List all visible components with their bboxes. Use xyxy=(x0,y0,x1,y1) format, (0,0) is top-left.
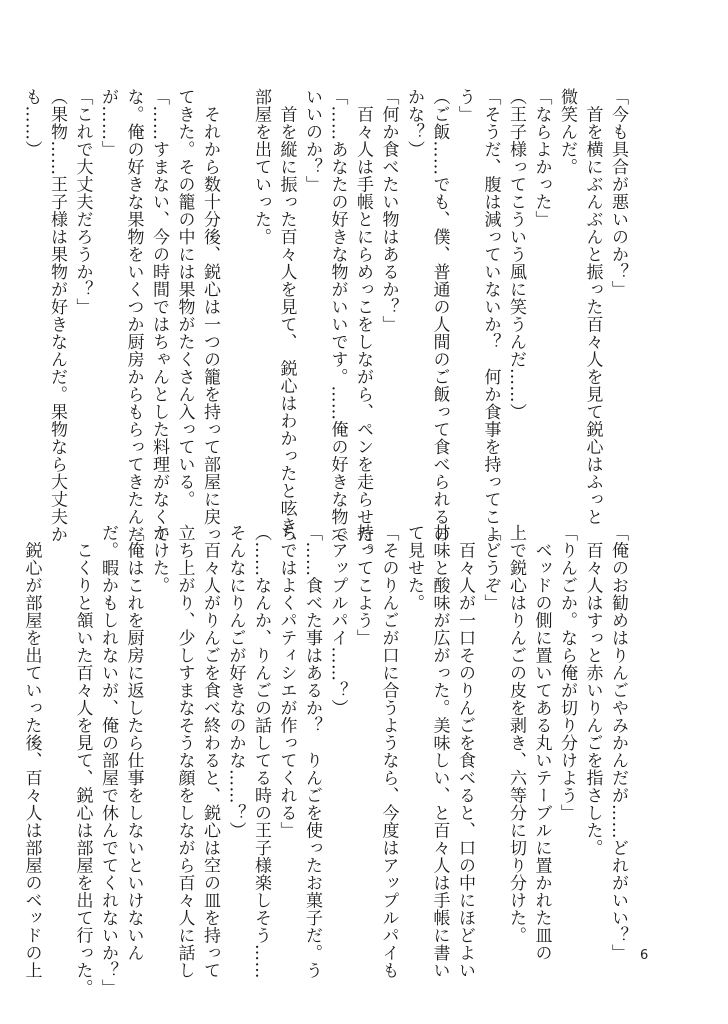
text-line: 甘味と酸味が広がった。美味しい、と百々人は手帳に書い xyxy=(429,524,450,979)
text-line: 「今も具合が悪いのか？」 xyxy=(608,88,628,298)
text-line: （王子様ってこういう風に笑うんだ……） xyxy=(506,88,526,421)
text-line: 持ってこよう」 xyxy=(353,524,373,647)
text-line: 「俺はこれを厨房に返したら仕事をしないといけないん xyxy=(123,524,144,962)
text-line: てきた。その籠の中には果物がたくさん入っている。 xyxy=(174,88,195,508)
text-line: 微笑んだ。 xyxy=(557,88,577,176)
text-line: 「……あなたの好きな物がいいです。……俺の好きな物で xyxy=(327,88,348,543)
text-line: 「どうぞ」 xyxy=(480,524,501,612)
text-line: （ご飯……でも、僕、普通の人間のご飯って食べられるの xyxy=(429,88,450,543)
text-line: 「……すまない、今の時間ではちゃんとした料理がなくて xyxy=(149,88,169,543)
text-line: かな？） xyxy=(404,88,424,158)
text-line: 百々人は手帳とにらめっこをしながら、ペンを走らせた。 xyxy=(353,88,373,561)
text-line: 鋭心が部屋を出ていった後、百々人は部屋のベッドの上 xyxy=(21,524,42,979)
text-line: （……なんか、りんごの話してる時の王子様楽しそう…… xyxy=(251,524,271,979)
text-line xyxy=(44,524,70,928)
text-line: 「ならよかった」 xyxy=(531,88,552,228)
text-line: 百々人がりんごを食べ終わると、鋭心は空の皿を持って xyxy=(200,524,220,979)
text-line: ベッドの側に置いてある丸いテーブルに置かれた皿の xyxy=(531,524,552,962)
text-line: 首を縦に振った百々人を見て、 鋭心はわかったと呟き、 xyxy=(276,88,297,552)
text-line: 「俺のお勧めはりんごやみかんだが……どれがいい？」 xyxy=(608,524,628,962)
text-line: 「何か食べたい物はあるか？」 xyxy=(378,88,399,333)
text-line: 「……食べた事はあるか？ りんごを使ったお菓子だ。う xyxy=(302,524,322,979)
text-line: 「これで大丈夫だろうか？」 xyxy=(72,88,93,316)
text-line: そんなにりんごが好きなのかな……？） xyxy=(225,524,246,839)
text-line: 「そのりんごが口に合うようなら、今度はアップルパイも xyxy=(378,524,399,979)
text-line: な。俺の好きな果物をいくつか厨房からもらってきたんだ xyxy=(123,88,144,543)
text-line xyxy=(222,88,248,490)
text-line: が……」 xyxy=(98,88,118,158)
text-line: だ。暇かもしれないが、俺の部屋で休んでてくれないか？」 xyxy=(98,524,118,997)
text-line: 「りんごか。なら俺が切り分けよう」 xyxy=(557,524,577,822)
text-line: こくりと頷いた百々人を見て、鋭心は部屋を出て行った。 xyxy=(72,524,93,997)
text-line: ちではよくパティシエが作ってくれる」 xyxy=(276,524,297,839)
text-line: 「そうだ、腹は減っていないか？ 何か食事を持ってこよ xyxy=(480,88,501,543)
text-line: て見せた。 xyxy=(404,524,424,612)
page-number: 6 xyxy=(640,948,649,963)
text-line: それから数十分後、鋭心は一つの籠を持って部屋に戻っ xyxy=(200,88,220,543)
text-line: 立ち上がり、少しすまなそうな顔をしながら百々人に話し xyxy=(174,524,195,979)
text-line: 首を横にぶんぶんと振った百々人を見て鋭心はふっと xyxy=(582,88,603,526)
text-line: 上で鋭心はりんごの皮を剥き、六等分に切り分けた。 xyxy=(506,524,526,944)
lower-text-block xyxy=(21,524,630,997)
text-line: いいのか？」 xyxy=(302,88,322,193)
text-line: う」 xyxy=(455,88,475,123)
text-line: （果物……王子様は果物が好きなんだ。果物なら大丈夫か xyxy=(47,88,67,543)
text-line: かけた。 xyxy=(149,524,169,594)
text-line: （アップルパイ……？） xyxy=(327,524,348,717)
text-line: 百々人はすっと赤いりんごを指さした。 xyxy=(582,524,603,857)
text-line: 百々人が一口そのりんごを食べると、口の中にほどよい xyxy=(455,524,475,979)
text-line: 部屋を出ていった。 xyxy=(251,88,271,246)
text-line: も……） xyxy=(21,88,42,158)
